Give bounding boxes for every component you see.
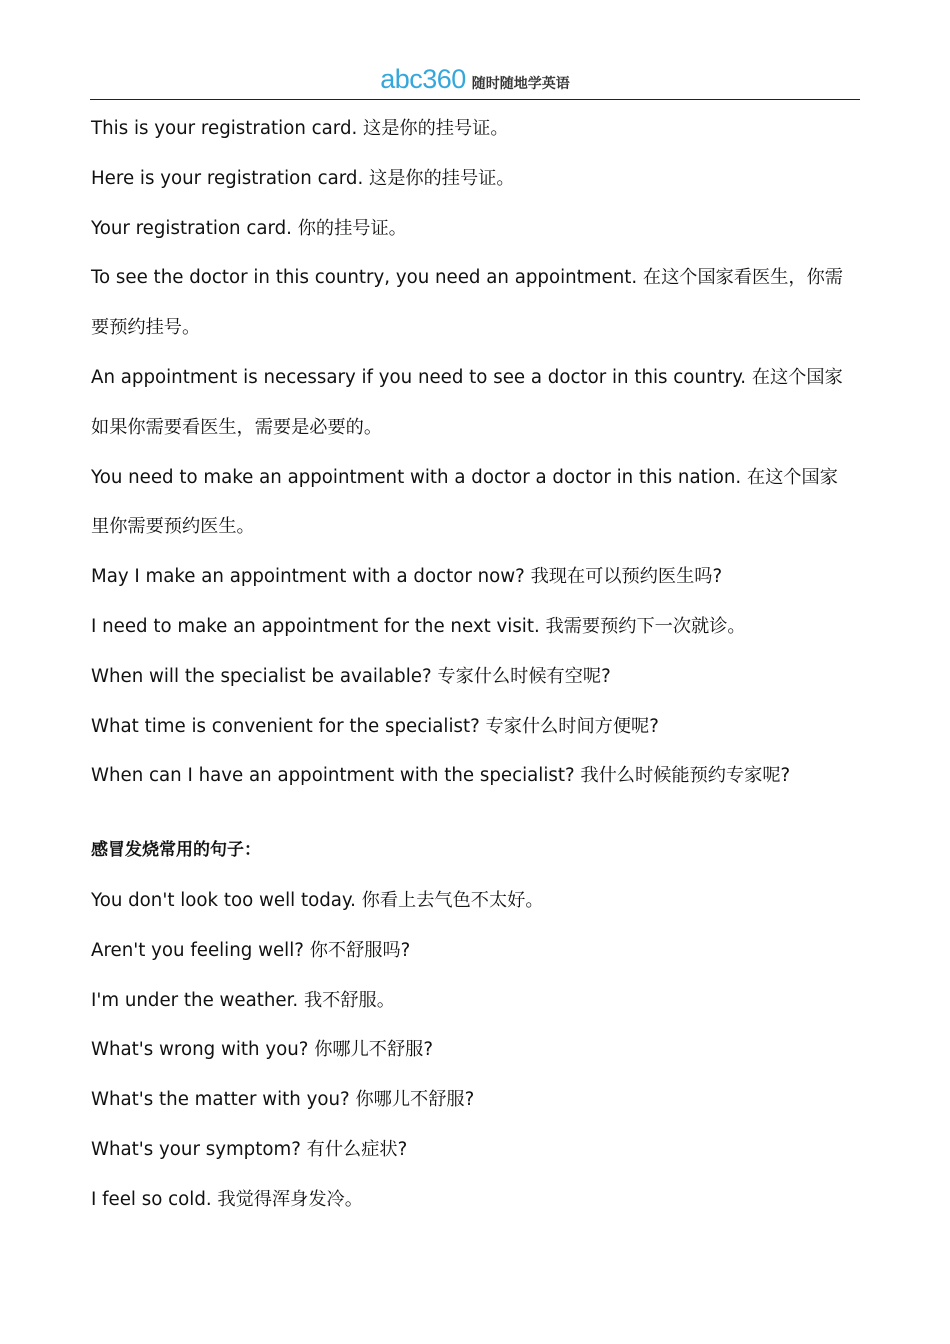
section-heading: 感冒发烧常用的句子： bbox=[91, 840, 261, 861]
text-line: 如果你需要看医生，需要是必要的。 bbox=[91, 416, 383, 438]
text-line: You don't look too well today. 你看上去气色不太好。 bbox=[91, 889, 544, 911]
text-line: Aren't you feeling well? 你不舒服吗? bbox=[91, 939, 411, 961]
text-line: I need to make an appointment for the next visit. 我需要预约下一次就诊。 bbox=[91, 615, 746, 637]
text-line: What's the matter with you? 你哪儿不舒服? bbox=[91, 1089, 475, 1111]
text-line: To see the doctor in this country, you need an appointment. 在这个国家看医生，你需 bbox=[91, 267, 843, 289]
text-line: An appointment is necessary if you need to see a doctor in this country. 在这个国家 bbox=[91, 366, 843, 388]
text-line: I feel so cold. 我觉得浑身发冷。 bbox=[91, 1188, 363, 1210]
text-line: What time is convenient for the specialist? 专家什么时间方便呢? bbox=[91, 715, 659, 737]
text-line: What's your symptom? 有什么症状? bbox=[91, 1138, 408, 1160]
text-line: 里你需要预约医生。 bbox=[91, 516, 255, 538]
text-line: What's wrong with you? 你哪儿不舒服? bbox=[91, 1039, 433, 1061]
page-header bbox=[90, 66, 860, 100]
text-line: 要预约挂号。 bbox=[91, 317, 201, 339]
text-line: May I make an appointment with a doctor now? 我现在可以预约医生吗? bbox=[91, 566, 723, 588]
brand-logo bbox=[380, 66, 570, 93]
logo-slogan: 随时随地学英语 bbox=[471, 76, 570, 92]
text-line: Here is your registration card. 这是你的挂号证。 bbox=[91, 167, 515, 189]
text-line: You need to make an appointment with a doctor a doctor in this nation. 在这个国家 bbox=[91, 466, 838, 488]
text-line: This is your registration card. 这是你的挂号证。 bbox=[91, 118, 509, 139]
document-body bbox=[91, 104, 863, 1225]
text-line: I'm under the weather. 我不舒服。 bbox=[91, 989, 395, 1011]
logo-mark: abc360 bbox=[380, 64, 466, 94]
text-line: When can I have an appointment with the specialist? 我什么时候能预约专家呢? bbox=[91, 765, 791, 787]
text-line: When will the specialist be available? 专家什么时候有空呢? bbox=[91, 665, 611, 687]
text-line: Your registration card. 你的挂号证。 bbox=[91, 217, 407, 239]
